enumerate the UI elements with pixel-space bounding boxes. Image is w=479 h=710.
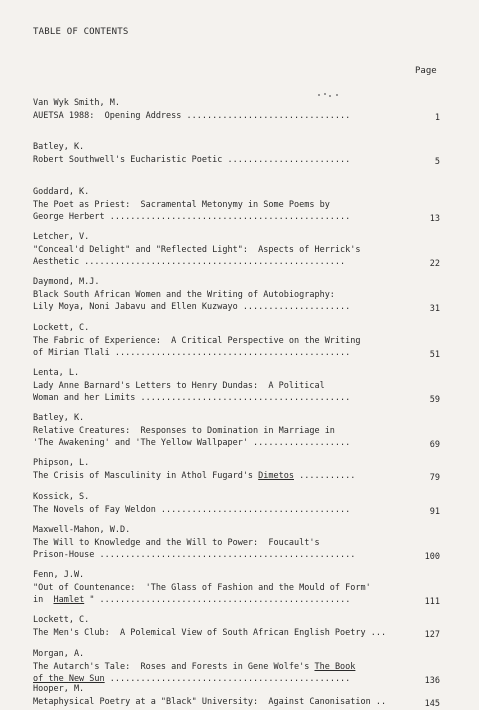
entry-title-line: The Poet as Priest: Sacramental Metonymy in Some Poems by [33,199,330,210]
toc-entry [33,683,443,708]
entry-title-line: Prison-House .................................................. [33,550,356,561]
entry-author: Goddard, K. [33,187,90,197]
entry-title-line: in Hamlet " ................................................. [33,595,351,606]
entry-page-number: 5 [434,156,440,167]
toc-entry [33,457,443,482]
entry-author: Letcher, V. [33,232,90,242]
entry-author: Fenn, J.W. [33,570,85,580]
entry-title-line: The Crisis of Masculinity in Athol Fugard's Dimetos ........... [33,470,356,481]
entry-author: Lenta, L. [33,368,80,378]
entry-author: Kossick, S. [33,492,90,502]
entry-title-line: The Fabric of Experience: A Critical Perspective on the Writing [33,335,361,346]
entry-page-number: 1 [434,112,440,123]
entry-title-line: George Herbert ............................................... [33,212,351,223]
entry-title-line: The Novels of Fay Weldon ..................................... [33,504,351,515]
toc-entry [33,412,443,450]
toc-entry [33,491,443,516]
toc-entry [33,141,443,166]
entry-author: Batley, K. [33,413,85,423]
entry-page-number: 69 [429,440,440,451]
entry-title-line: Woman and her Limits ......................................... [33,393,351,404]
entry-title-line: Metaphysical Poetry at a "Black" University: Against Canonisation .. [33,696,387,707]
entry-author: Van Wyk Smith, M. [33,98,120,108]
entry-title-line: of Mirian Tlali .............................................. [33,348,351,359]
entry-title-line: Relative Creatures: Responses to Domination in Marriage in [33,425,335,436]
toc-entry [33,322,443,360]
entry-author: Maxwell-Mahon, W.D. [33,525,131,535]
entry-title-line: Robert Southwell's Eucharistic Poetic ........................ [33,154,351,165]
entry-page-number: 22 [429,259,440,270]
entry-title-line: The Men's Club: A Polemical View of South African English Poetry ... [33,627,387,638]
toc-entry [33,231,443,269]
toc-entry [33,97,443,122]
toc-entry [33,648,443,686]
entry-page-number: 91 [429,506,440,517]
entry-page-number: 136 [424,676,440,687]
entry-page-number: 59 [429,395,440,406]
entry-author: Lockett, C. [33,615,90,625]
toc-heading: TABLE OF CONTENTS [33,27,129,37]
entry-title-line: The Autarch's Tale: Roses and Forests in Gene Wolfe's The Book [33,661,356,672]
entry-author: Batley, K. [33,142,85,152]
entry-title-line: "Conceal'd Delight" and "Reflected Light": Aspects of Herrick's [33,244,361,255]
toc-entry [33,276,443,314]
page-column-label: Page [415,66,437,76]
entry-title-line: of the New Sun ............................................... [33,674,351,685]
entry-title-line: Lily Moya, Noni Jabavu and Ellen Kuzwayo ..................... [33,302,351,313]
entry-author: Daymond, M.J. [33,277,100,287]
toc-entry [33,524,443,562]
entry-page-number: 111 [424,597,440,608]
entry-page-number: 79 [429,472,440,483]
toc-entry [33,367,443,405]
entry-page-number: 127 [424,629,440,640]
entry-page-number: 31 [429,304,440,315]
toc-entry [33,569,443,607]
toc-entry [33,614,443,639]
entry-title-line: Black South African Women and the Writing of Autobiography: [33,289,335,300]
entry-title-line: 'The Awakening' and 'The Yellow Wallpaper' ................... [33,438,351,449]
entry-title-line: Lady Anne Barnard's Letters to Henry Dundas: A Political [33,380,325,391]
entry-page-number: 13 [429,214,440,225]
entry-title-line: "Out of Countenance: 'The Glass of Fashion and the Mould of Form' [33,582,371,593]
entry-page-number: 100 [424,552,440,563]
entry-page-number: 51 [429,350,440,361]
entry-author: Lockett, C. [33,323,90,333]
entry-title-line: The Will to Knowledge and the Will to Power: Foucault's [33,537,320,548]
entry-title-line: Aesthetic ................................................... [33,257,346,268]
entry-author: Phipson, L. [33,458,90,468]
entry-title-line: AUETSA 1988: Opening Address ................................ [33,110,351,121]
toc-entry [33,186,443,224]
entry-author: Hooper, M. [33,684,85,694]
entry-page-number: 145 [424,698,440,709]
entry-author: Morgan, A. [33,649,85,659]
